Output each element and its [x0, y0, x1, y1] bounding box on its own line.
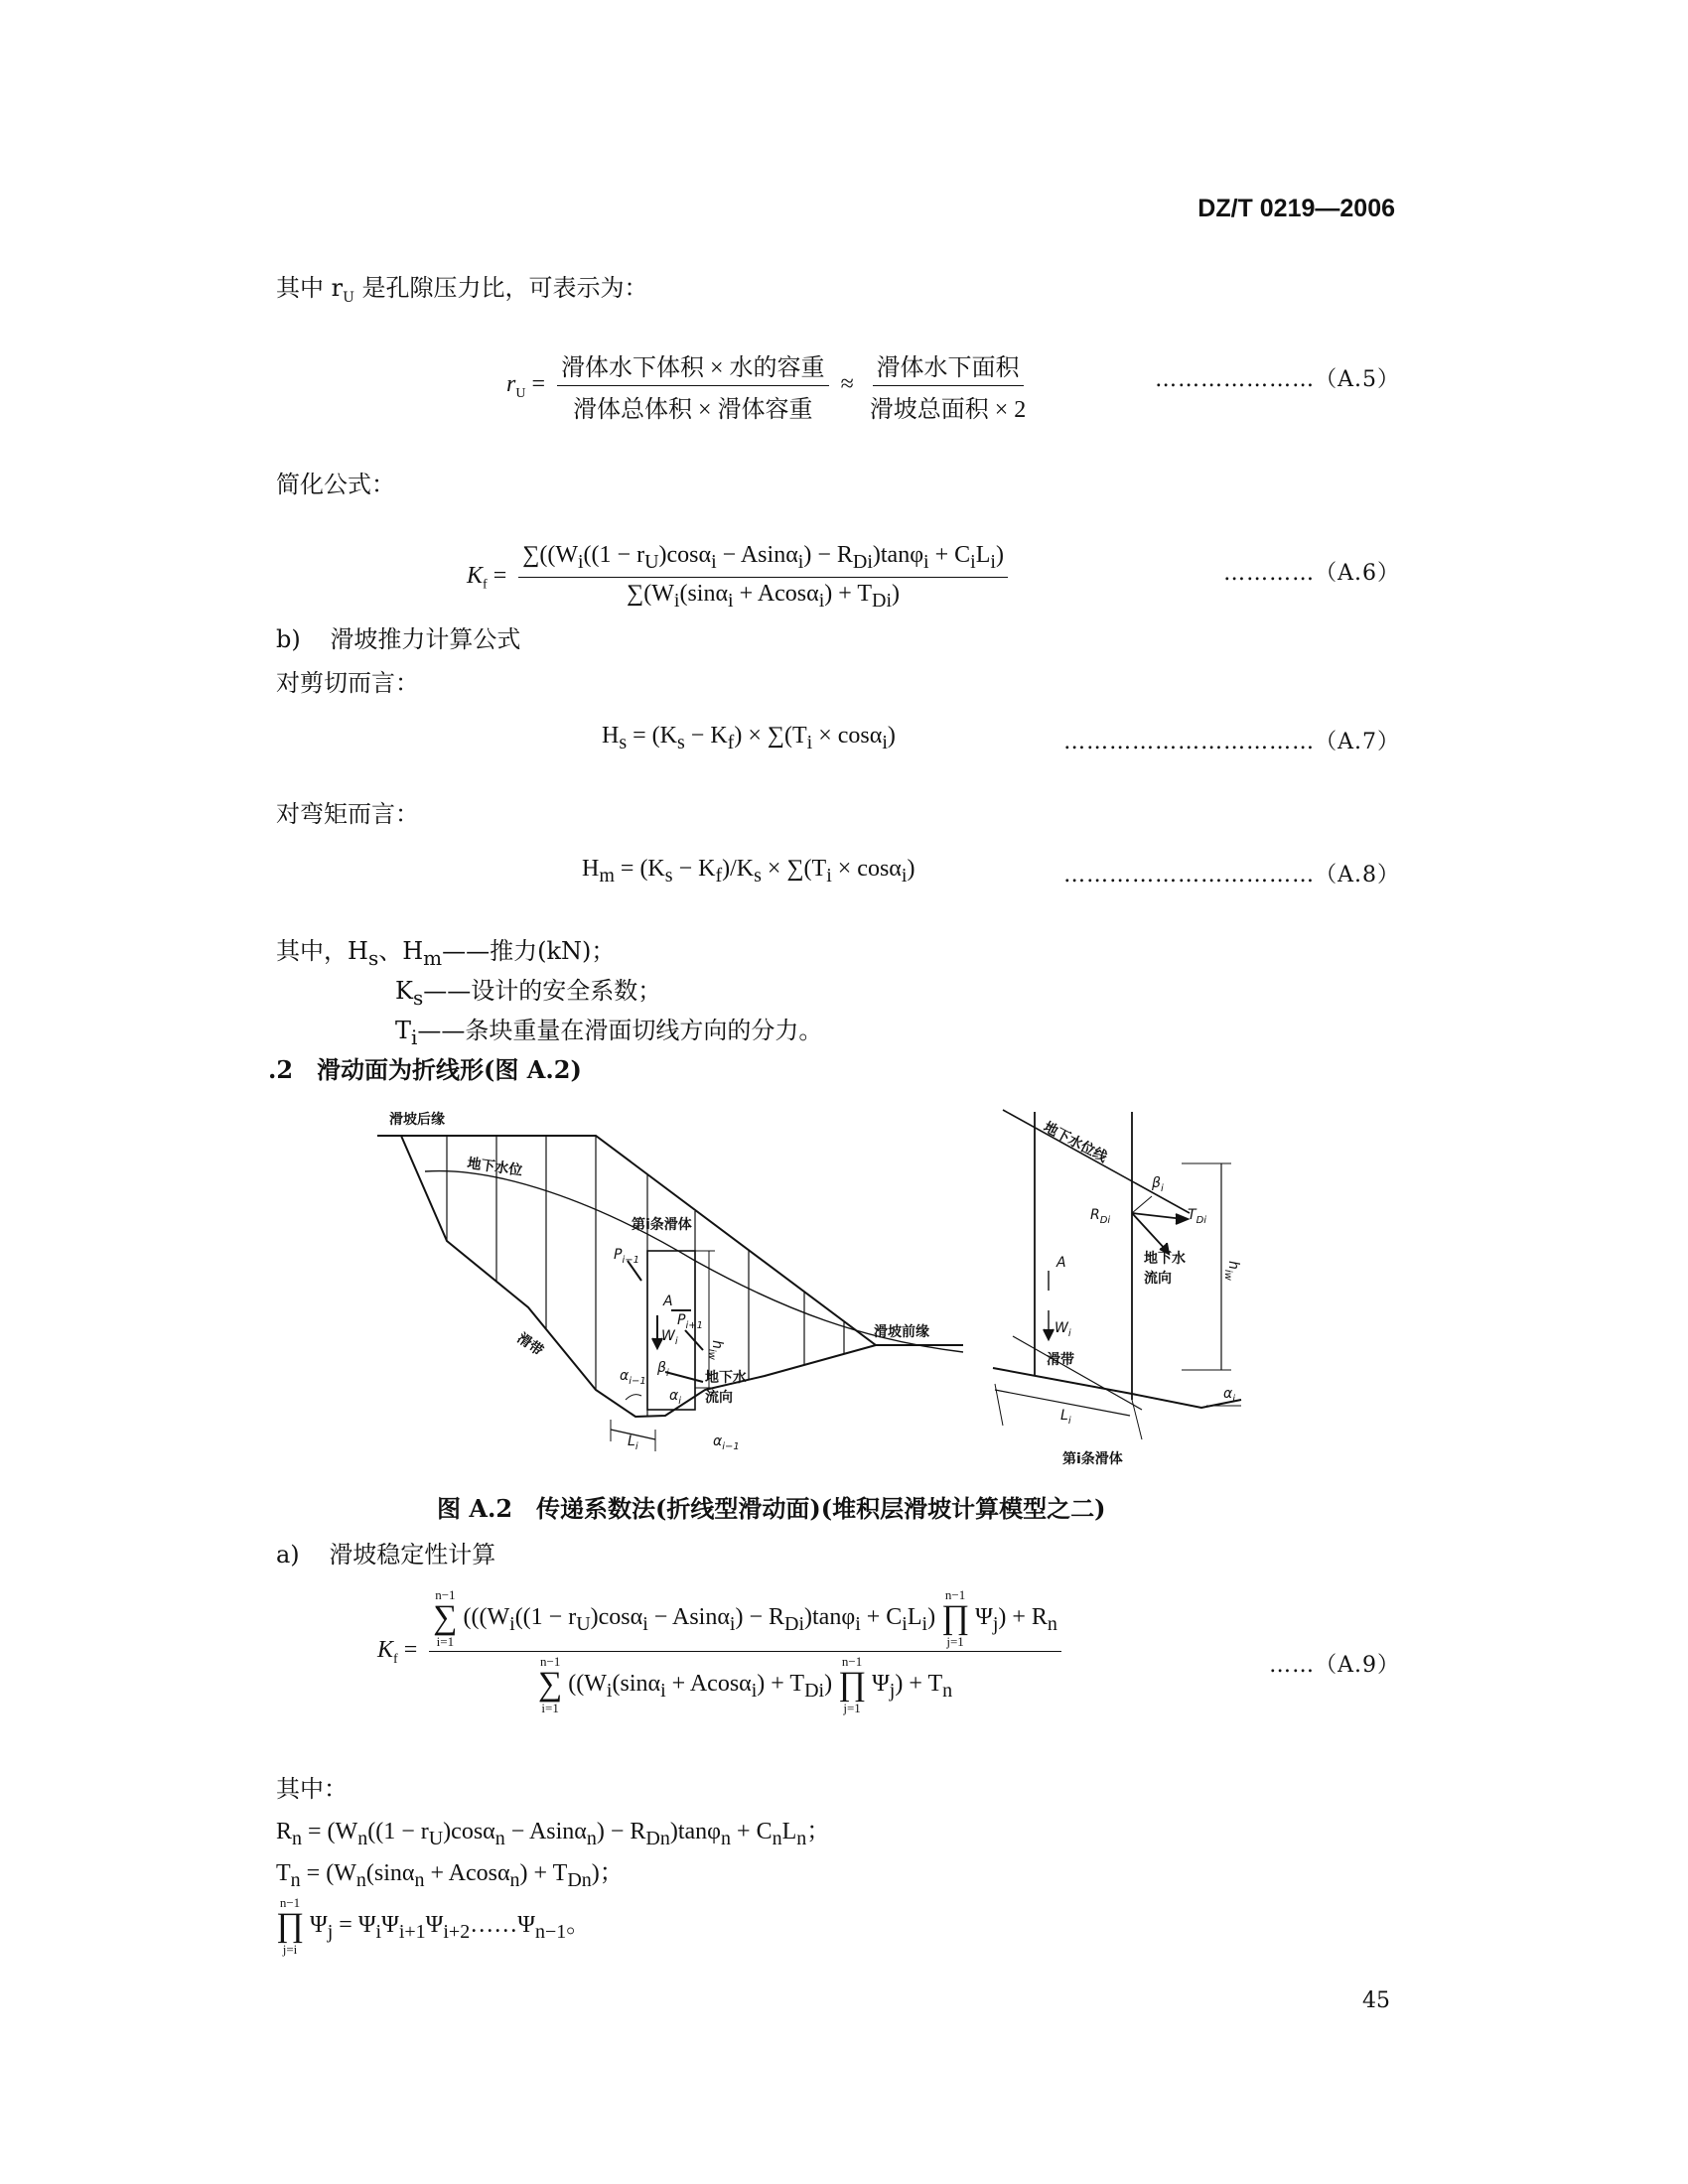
eq-a9-num-sum: n−1 ∑ i=1 — [433, 1587, 458, 1649]
label-l-i-left: $L_i$ — [628, 1433, 638, 1452]
intro-text — [276, 268, 648, 306]
label-alpha-i-right: $\alpha_i$ — [1223, 1386, 1236, 1405]
equation-a6: $K_f$ = $\frac{\sum((W_i((1 - r_U)\cos\alpha_i - Asin\alpha_i) - R_{Di})\tan\varphi_i + C_iL_i)}{\sum(W_i(\sin\alpha_i + Acos\alpha_i) + T_{Di})}$ — [467, 542, 1014, 613]
intro-sub: U — [343, 289, 354, 306]
eq-a9-den-sum: n−1 ∑ i=1 — [538, 1654, 563, 1715]
section-a-title: 滑坡稳定性计算 — [329, 1541, 496, 1569]
rn-definition: $R_n = (W_n((1 - r_U)\cos\alpha_n - Asin\alpha_n) - R_{Dn})\tan\varphi_n + C_nL_n$； — [276, 1819, 831, 1849]
label-h-iw-right: $h_{iw}$ — [1222, 1261, 1241, 1281]
eq-a6-lhs-sub: f — [483, 577, 488, 593]
eq-a9-num-prod: n−1 ∏ j=1 — [941, 1587, 970, 1649]
equation-a7-number: ……………………………（A.7） — [1063, 730, 1400, 754]
page-number: 45 — [1362, 1988, 1390, 2013]
label-slip-zone-left: 滑带 — [513, 1330, 546, 1360]
eq-a5-fraction-1 — [557, 347, 829, 424]
equation-a7: $H_s = (K_s - K_f) \times \sum(T_i \times \cos\alpha_i)$ — [602, 723, 896, 753]
eq-a9-lhs: K — [377, 1637, 394, 1664]
moment-label: 对弯矩而言： — [276, 800, 419, 828]
label-h-iw-left: $h_{iw}$ — [706, 1340, 725, 1360]
figure-a2 — [367, 1102, 1261, 1479]
left-ground-surface — [377, 1136, 963, 1345]
eq-a5-lhs-sub: U — [515, 385, 526, 401]
label-t-di: $T_{Di}$ — [1188, 1207, 1207, 1226]
eq-a5-num-2: 滑体水下面积 — [873, 347, 1024, 386]
equation-a8: $H_m = (K_s - K_f)/K_s \times \sum(T_i \times \cos\alpha_i)$ — [582, 856, 915, 887]
section-b-title: 滑坡推力计算公式 — [330, 625, 521, 653]
eq-a9-fraction — [429, 1588, 1061, 1714]
section-a-label: a) — [276, 1541, 300, 1569]
simplified-label: 简化公式： — [276, 471, 395, 498]
label-alpha-im1-b: $\alpha_{i-1}$ — [713, 1433, 740, 1452]
definition-hs-hm: 其中，$H_s$、$H_m——$推力(kN)； — [276, 937, 616, 970]
product-definition-operator: n−1 ∏ j=i — [276, 1895, 304, 1957]
eq-a9-den: n−1 ∑ i=1 ($(W_i(\sin\alpha_i + Acos\alpha_i) + T_{Di})$ n−1 ∏ j=1 $\Psi_j) + T_n$ — [538, 1654, 953, 1715]
section-heading: .2 滑动面为折线形(图 A.2) — [268, 1055, 582, 1084]
eq-a5-lhs: r — [506, 371, 516, 398]
label-a-left: A — [663, 1294, 673, 1309]
eq-a5-den-1: 滑体总体积 × 滑体容重 — [573, 397, 813, 423]
label-gw-line: 地下水位线 — [1041, 1119, 1110, 1166]
tn-definition: $T_n = (W_n(\sin\alpha_n + Acos\alpha_n) + T_{Dn})$； — [276, 1860, 624, 1891]
label-slice-i: 第i条滑体 — [632, 1217, 692, 1233]
label-gw-flow-right: 地下水 — [1144, 1251, 1186, 1267]
shear-label: 对剪切而言： — [276, 669, 419, 697]
eq-a6-fraction — [518, 542, 1008, 613]
equation-a5: $r_U$ = $\frac{\text{滑体水下体积 × 水的容重}}{\text{滑体总体积 × 滑体容重}}$ ≈ $\frac{\text{滑体水下面积}}{\text{滑坡总面积 × 2}}$ — [506, 347, 1036, 424]
label-alpha-i-left: $\alpha_i$ — [669, 1388, 682, 1407]
equation-a9-number: ……（A.9） — [1269, 1653, 1400, 1678]
label-rear-edge: 滑坡后缘 — [389, 1112, 445, 1128]
label-w-right: $W_i$ — [1055, 1320, 1071, 1339]
eq-a9-lhs-sub: f — [393, 1651, 398, 1667]
intro-prefix: 其中 r — [276, 274, 344, 302]
figure-caption: 图 A.2 传递系数法(折线型滑动面)(堆积层滑坡计算模型之二) — [437, 1494, 1106, 1523]
label-beta-right: $\beta_i$ — [1152, 1175, 1164, 1194]
product-definition: n−1 ∏ j=i $\Psi_j$ = $\Psi_i\Psi_{i+1}\Psi_{i+2}\dots\dots\Psi_{n-1}$。 — [276, 1895, 591, 1957]
label-gw-flow-left: 地下水 — [705, 1370, 747, 1386]
equation-a5-number: …………………（A.5） — [1155, 367, 1400, 392]
label-beta-left: $\beta_i$ — [657, 1360, 669, 1379]
eq-a6-lhs: K — [467, 562, 484, 589]
label-w-left: $W_i$ — [661, 1328, 678, 1347]
document-code: DZ/T 0219—2006 — [1197, 195, 1395, 222]
eq-a9-den-prod: n−1 ∏ j=1 — [838, 1654, 867, 1715]
eq-a6-num: $\sum((W_i((1 - r_U)\cos\alpha_i - Asin\alpha_i) - R_{Di})\tan\varphi_i + C_iL_i)$ — [518, 542, 1008, 578]
definition-ks: $K_s——$设计的安全系数； — [395, 977, 662, 1010]
eq-a5-approx: ≈ — [840, 371, 854, 398]
where-label: 其中： — [276, 1775, 348, 1803]
label-gw-flow2-right: 流向 — [1144, 1271, 1172, 1287]
section-a — [276, 1535, 495, 1570]
intro-rest: 是孔隙压力比，可表示为： — [353, 274, 648, 302]
eq-a5-fraction-2 — [866, 347, 1031, 424]
label-front-edge: 滑坡前缘 — [874, 1324, 929, 1340]
section-b-label: b) — [276, 625, 301, 653]
label-l-i-right: $L_i$ — [1060, 1408, 1071, 1427]
label-p-ip1: $P_{i+1}$ — [677, 1312, 703, 1331]
eq-a6-den: $\sum(W_i(\sin\alpha_i + Acos\alpha_i) + T_{Di})$ — [627, 580, 901, 612]
section-b — [276, 619, 520, 654]
label-groundwater-level: 地下水位 — [466, 1156, 524, 1179]
equation-a6-number: …………（A.6） — [1223, 561, 1400, 586]
eq-a5-num-1: 滑体水下体积 × 水的容重 — [557, 347, 829, 386]
eq-a9-num: n−1 ∑ i=1 ($((W_i((1 - r_U)\cos\alpha_i - Asin\alpha_i) - R_{Di})\tan\varphi_i + C_iL_i)$ n−1 ∏ j=1 $\Psi_j) + R_n$ — [429, 1588, 1061, 1652]
label-alpha-im1: $\alpha_{i-1}$ — [620, 1368, 646, 1387]
label-slice-i-right: 第i条滑体 — [1062, 1451, 1123, 1467]
label-slip-zone-right: 滑带 — [1047, 1352, 1074, 1368]
label-a-right: A — [1056, 1255, 1066, 1271]
label-r-di: $R_{Di}$ — [1090, 1207, 1111, 1226]
definition-ti: $T_i——$条块重量在滑面切线方向的分力。 — [395, 1017, 823, 1049]
label-gw-flow2-left: 流向 — [705, 1390, 733, 1406]
label-p-im1: $P_{i-1}$ — [614, 1247, 639, 1266]
eq-a5-den-2: 滑坡总面积 × 2 — [869, 397, 1027, 423]
equation-a9: $K_f$ = n−1 ∑ i=1 ($((W_i((1 - r_U)\cos\alpha_i - Asin\alpha_i) - R_{Di})\tan\varphi_i + C_iL_i)$ n−1 ∏ j=1 $\Psi_j) + R_n$ n−1 ∑ i=1 ($(W_i(\sin\alpha_i + Acos\alpha_i) + T_{Di})$ n−1 ∏ j=1 $\Psi_j) + T_n$ — [377, 1588, 1067, 1714]
right-slip-line — [993, 1368, 1241, 1408]
equation-a8-number: ……………………………（A.8） — [1063, 863, 1400, 887]
